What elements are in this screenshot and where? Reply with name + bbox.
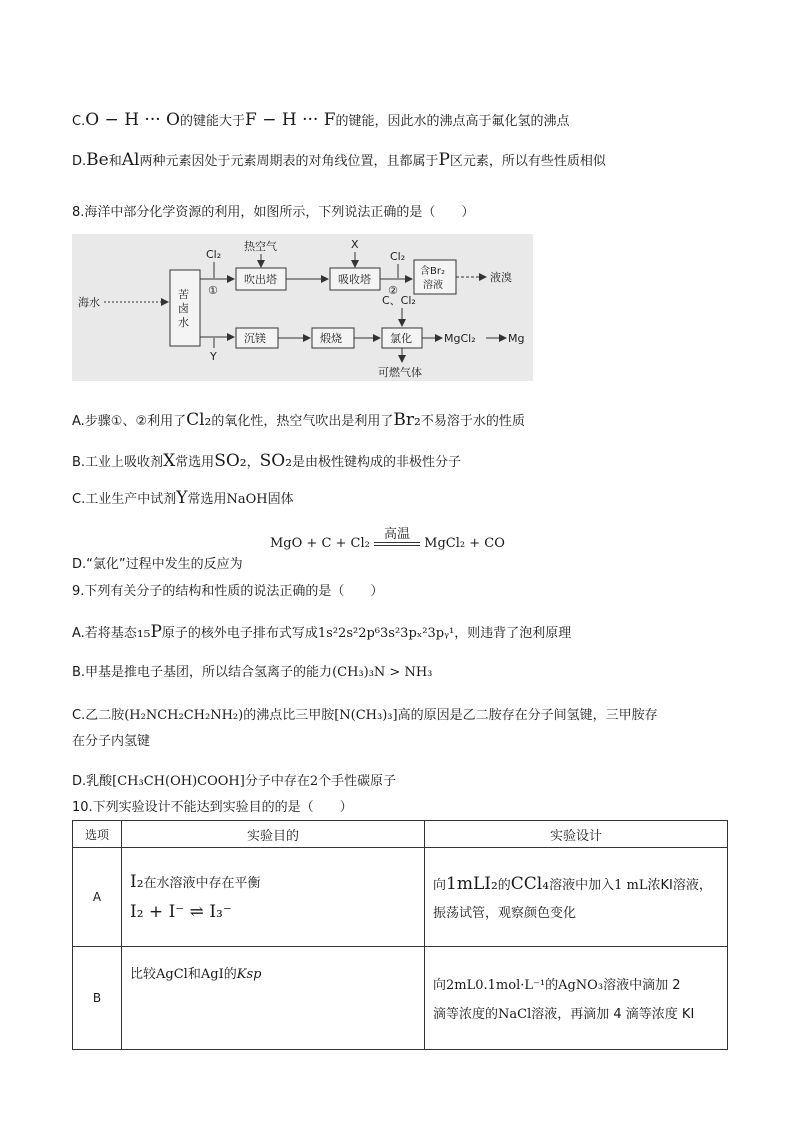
text: 常选用 <box>175 455 215 470</box>
formula: X <box>163 451 176 471</box>
text: 区元素，所以有些性质相似 <box>449 154 606 169</box>
text: 振荡试管，观察颜色变化 <box>433 905 577 921</box>
formula: Cl₂ <box>186 410 212 430</box>
calcine-label: 煅烧 <box>320 332 342 345</box>
row-design <box>425 947 728 1050</box>
text: A.步骤①、②利用了 <box>72 414 187 429</box>
formula: AgNO₃ <box>558 978 604 993</box>
q9-option-a <box>72 622 571 644</box>
flow-svg <box>72 234 533 381</box>
hot-air-label: 热空气 <box>244 240 277 253</box>
text: 的 <box>545 978 559 993</box>
eq-condition: 高温 <box>384 526 411 542</box>
q10-stem: 10.下列实验设计不能达到实验目的的是（ ） <box>72 800 353 815</box>
mg-label: Mg <box>508 332 525 345</box>
row-goal <box>122 947 425 1050</box>
text: 溶液中滴加 2 <box>603 978 681 993</box>
q8-option-c <box>72 488 294 510</box>
q8-option-d: D.“氯化”过程中发生的反应为 <box>72 557 243 572</box>
brine-label-1: 苦 <box>178 288 189 301</box>
table-row <box>73 947 728 1050</box>
text: 高的原因是乙二胺存在分子间氢键，三甲胺存 <box>397 708 658 723</box>
formula: Y <box>176 488 188 508</box>
formula: NaOH <box>226 492 268 507</box>
text: 溶液中加入 <box>549 877 615 893</box>
formula: SO₂ <box>214 451 247 471</box>
process-flow-diagram <box>72 234 533 381</box>
q9-option-b <box>72 663 432 683</box>
text: B.甲基是推电子基团，所以结合氢离子的能力 <box>72 665 333 680</box>
formula: AgI <box>200 967 224 982</box>
text: 比较 <box>130 967 157 982</box>
q8-equation <box>270 526 505 551</box>
step1-label: ① <box>208 284 218 297</box>
table-row <box>73 848 728 947</box>
formula: Ksp <box>236 967 262 982</box>
formula: Be <box>86 150 109 170</box>
text: 个手性碳原子 <box>318 774 397 789</box>
formula: ₁₅P <box>136 622 162 642</box>
step2-label: ② <box>388 284 398 297</box>
header-goal: 实验目的 <box>122 821 425 848</box>
text: 溶液，再滴加 4 滴等浓度 KI <box>531 1007 695 1022</box>
text: 分子中存在 <box>244 774 310 789</box>
equilibrium-equation: I₂ + I⁻ ⇌ I₃⁻ <box>130 902 232 922</box>
blow-tower-label: 吹出塔 <box>244 273 277 286</box>
brine-label-2: 卤 <box>178 302 189 315</box>
text: 是由极性键构成的非极性分子 <box>292 455 462 470</box>
br-solution-label-1: 含Br₂ <box>420 266 445 277</box>
q9-option-c-cont: 在分子内氢键 <box>72 734 151 749</box>
precip-label: 沉镁 <box>244 332 266 345</box>
q8-option-b <box>72 451 461 473</box>
absorb-tower-label: 吸收塔 <box>338 273 371 286</box>
formula: [N(CH₃)₃] <box>334 708 398 723</box>
formula: 2 <box>309 774 319 789</box>
q7-option-d <box>72 150 606 172</box>
formula: F − H ··· F <box>245 110 336 130</box>
text: A.若将基态 <box>72 626 137 641</box>
formula: NaCl <box>498 1007 532 1022</box>
header-design: 实验设计 <box>425 821 728 848</box>
eq-right: MgCl₂ + CO <box>424 536 505 551</box>
q7-d-label: D. <box>72 154 87 169</box>
cl2-label-1: Cl₂ <box>206 248 222 261</box>
experiment-table <box>72 820 728 1050</box>
eq-left: MgO + C + Cl₂ <box>270 536 370 551</box>
formula: 1 mL <box>614 877 648 893</box>
text: 向 <box>433 877 447 893</box>
text: 不易溶于水的性质 <box>420 414 525 429</box>
text: 两种元素因处于元素周期表的对角线位置，且都属于 <box>139 154 439 169</box>
text: 浓KI溶液， <box>647 877 712 893</box>
text: D.乳酸 <box>72 774 113 789</box>
eq-arrow <box>374 526 420 546</box>
mgcl2-label: MgCl₂ <box>444 332 476 345</box>
seawater-label: 海水 <box>78 296 100 309</box>
text: 的氧化性，热空气吹出是利用了 <box>211 414 394 429</box>
cl2-label-2: Cl₂ <box>390 250 406 263</box>
q9-option-c <box>72 706 658 726</box>
formula: 1mLI₂ <box>446 873 498 894</box>
q7-option-c <box>72 110 570 132</box>
text: 固体 <box>267 492 294 507</box>
table-header-row <box>73 821 728 848</box>
formula: P <box>438 150 450 170</box>
c-cl2-label: C、Cl₂ <box>382 294 416 307</box>
text: ，则违背了泡利原理 <box>454 626 572 641</box>
row-option: B <box>73 947 122 1050</box>
formula: SO₂ <box>259 451 293 471</box>
q9-stem: 9.下列有关分子的结构和性质的说法正确的是（ ） <box>72 584 384 599</box>
x-label: X <box>351 238 359 251</box>
text: 滴等浓度的 <box>433 1007 499 1022</box>
text: 和 <box>187 967 201 982</box>
q9-option-d <box>72 772 396 792</box>
formula: Al <box>121 150 140 170</box>
text: ， <box>246 455 260 470</box>
text: 的键能大于 <box>180 114 246 129</box>
formula: 1s²2s²2p⁶3s²3pₓ²3pᵧ¹ <box>317 626 455 641</box>
formula: (CH₃)₃N > NH₃ <box>332 665 433 680</box>
text: 在水溶液中存在平衡 <box>143 876 261 891</box>
text: 和 <box>108 154 122 169</box>
formula: Br₂ <box>393 410 421 430</box>
text: 的 <box>223 967 237 982</box>
y-label: Y <box>210 350 217 363</box>
row-design <box>425 848 728 947</box>
formula: AgCl <box>156 967 188 982</box>
text: C.乙二胺 <box>72 708 125 723</box>
formula: 2mL0.1mol·L⁻¹ <box>446 978 546 993</box>
q7-c-label: C. <box>72 114 86 129</box>
formula: I₂ <box>130 872 144 892</box>
header-option: 选项 <box>73 821 122 848</box>
liquid-br-label: 液溴 <box>490 271 512 284</box>
formula: [CH₃CH(OH)COOH] <box>112 774 245 789</box>
eq-bar <box>374 542 420 546</box>
text: B.工业上吸收剂 <box>72 455 164 470</box>
brine-label-3: 水 <box>178 316 189 329</box>
text: 向 <box>433 978 447 993</box>
chlorinate-label: 氯化 <box>390 332 412 345</box>
formula: CCl₄ <box>510 873 550 894</box>
text: C.工业生产中试剂 <box>72 492 177 507</box>
row-goal <box>122 848 425 947</box>
text: 的键能，因此水的沸点高于氟化氢的沸点 <box>335 114 570 129</box>
formula: (H₂NCH₂CH₂NH₂) <box>124 708 244 723</box>
text: 原子的核外电子排布式写成 <box>161 626 318 641</box>
q8-stem: 8.海洋中部分化学资源的利用，如图所示，下列说法正确的是（ ） <box>72 205 475 220</box>
br-solution-label-2: 溶液 <box>423 280 443 291</box>
row-option: A <box>73 848 122 947</box>
formula: O − H ··· O <box>85 110 180 130</box>
text: 的 <box>497 877 511 893</box>
text: 的沸点比三甲胺 <box>243 708 335 723</box>
text: 常选用 <box>187 492 227 507</box>
q8-option-a <box>72 410 525 432</box>
gas-label: 可燃气体 <box>378 366 422 379</box>
